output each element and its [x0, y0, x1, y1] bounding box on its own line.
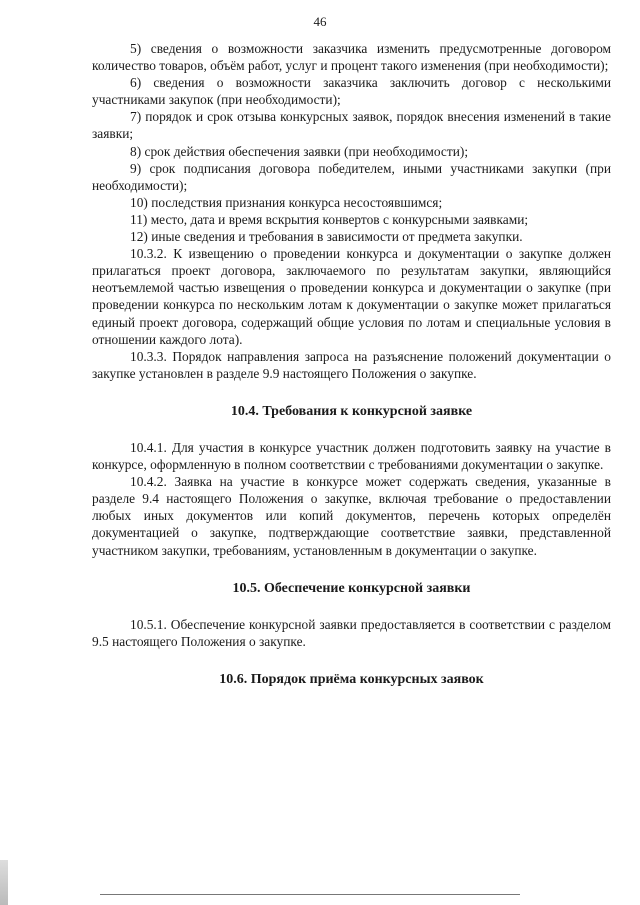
paragraph-item-12: 12) иные сведения и требования в зависимости от предмета закупки. — [130, 229, 523, 245]
paragraph-item-10: 10) последствия признания конкурса несостоявшимся; — [130, 194, 443, 210]
section-heading-10-6: 10.6. Порядок приёма конкурсных заявок — [219, 671, 484, 687]
paragraph-10-3-2: 10.3.2. К извещению о проведении конкурса и документации о закупке должен прилагаться проект договора, заключаемого по результатам закупки, являющийся неотъемлемой частью извещения о проведении конкурса и документации о закупке (при проведении конкурса по нескольким лотам к документации о закупке может прилагаться единый проект договора, содержащий общие условия по лотам и специальные условия в отношении каждого лота). — [92, 246, 611, 347]
paragraph-item-6: 6) сведения о возможности заказчика заключить договор с несколькими участниками закупок (при необходимости); — [92, 75, 611, 108]
paragraph-item-8: 8) срок действия обеспечения заявки (при необходимости); — [130, 143, 469, 159]
paragraph-item-9: 9) срок подписания договора победителем, иными участниками закупки (при необходимости); — [92, 160, 611, 193]
paragraph-item-7: 7) порядок и срок отзыва конкурсных заявок, порядок внесения изменений в такие заявки; — [92, 109, 611, 142]
bottom-rule-divider — [100, 894, 520, 895]
scan-edge-shadow — [0, 860, 8, 905]
paragraph-10-5-1: 10.5.1. Обеспечение конкурсной заявки предоставляется в соответствии с разделом 9.5 настоящего Положения о закупке. — [92, 616, 611, 649]
paragraph-10-3-3: 10.3.3. Порядок направления запроса на разъяснение положений документации о закупке установлен в разделе 9.9 настоящего Положения о закупке. — [92, 348, 611, 381]
document-body — [92, 40, 611, 688]
section-heading-10-4: 10.4. Требования к конкурсной заявке — [230, 403, 473, 419]
section-heading-10-5: 10.5. Обеспечение конкурсной заявки — [232, 580, 471, 596]
paragraph-item-11: 11) место, дата и время вскрытия конвертов с конкурсными заявками; — [130, 211, 529, 227]
page-number: 46 — [313, 14, 327, 29]
paragraph-item-5: 5) сведения о возможности заказчика изменить предусмотренные договором количество товаров, объём работ, услуг и процент такого изменения (при необходимости); — [92, 41, 611, 74]
paragraph-10-4-2: 10.4.2. Заявка на участие в конкурсе может содержать сведения, указанные в разделе 9.4 настоящего Положения о закупке, включая требование о предоставлении любых иных документов или копий документов, перечень которых определён документацией о закупке, подтверждающие соответствие заявки, представленной участником закупки, требованиям, установленным в документации о закупке. — [92, 474, 611, 558]
paragraph-10-4-1: 10.4.1. Для участия в конкурсе участник должен подготовить заявку на участие в конкурсе, оформленную в полном соответствии с требованиями документации о закупке. — [92, 439, 611, 473]
